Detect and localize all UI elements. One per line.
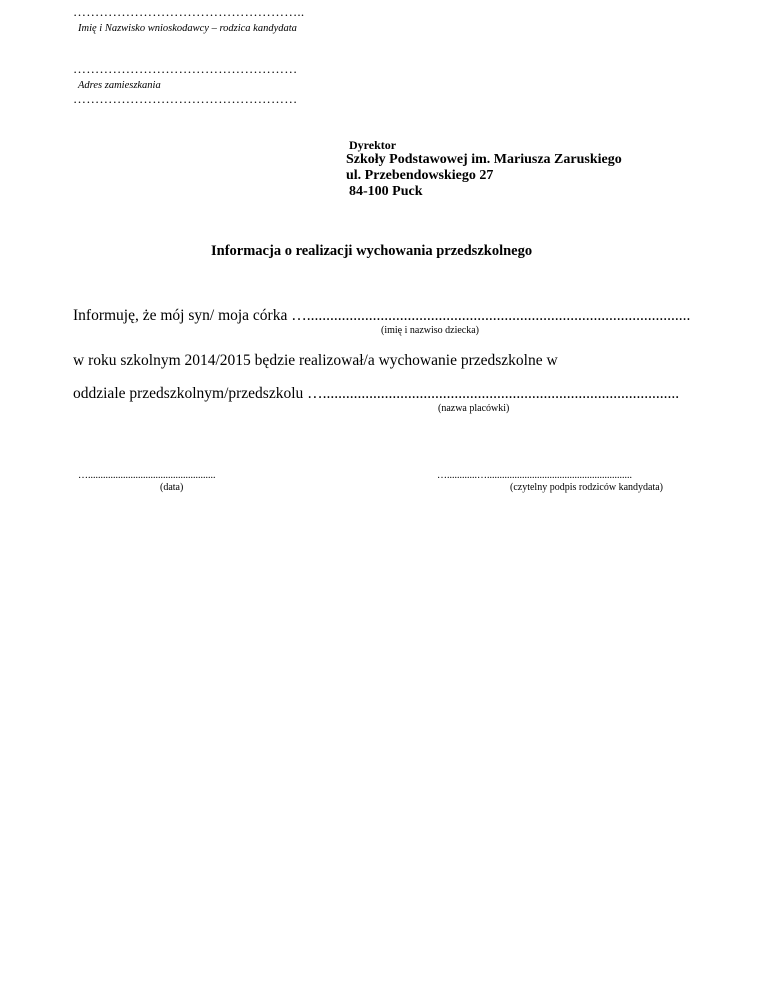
school-year-line: w roku szkolnym 2014/2015 będzie realizował/a wychowanie przedszkolne w — [73, 352, 558, 369]
address-dots-2: …………………………………………… — [73, 91, 298, 106]
document-title: Informacja o realizacji wychowania przedszkolnego — [211, 243, 533, 259]
signature-caption: (czytelny podpis rodziców kandydata) — [510, 482, 664, 493]
recipient-city: 84-100 Puck — [349, 184, 423, 199]
applicant-name-caption: Imię i Nazwisko wnioskodawcy – rodzica kandydata — [78, 23, 297, 34]
recipient-school: Szkoły Podstawowej im. Mariusza Zaruskiego — [346, 152, 622, 167]
address-dots-1: …………………………………………… — [73, 61, 298, 76]
applicant-name-dots: …………………………………………….. — [73, 4, 305, 19]
date-dots: …................................................... — [78, 470, 216, 481]
institution-caption: (nazwa placówki) — [438, 403, 510, 414]
address-caption: Adres zamieszkania — [78, 80, 161, 91]
recipient-title: Dyrektor — [349, 138, 397, 152]
signature-dots: …............….......................................................... — [437, 470, 632, 481]
recipient-street: ul. Przebendowskiego 27 — [346, 168, 494, 183]
institution-line: oddziale przedszkolnym/przedszkolu …............................................................................................ — [73, 385, 680, 402]
child-caption: (imię i nazwiso dziecka) — [381, 325, 480, 336]
child-line: Informuję, że mój syn/ moja córka …................................................................................................... — [73, 307, 691, 324]
date-caption: (data) — [160, 482, 184, 493]
